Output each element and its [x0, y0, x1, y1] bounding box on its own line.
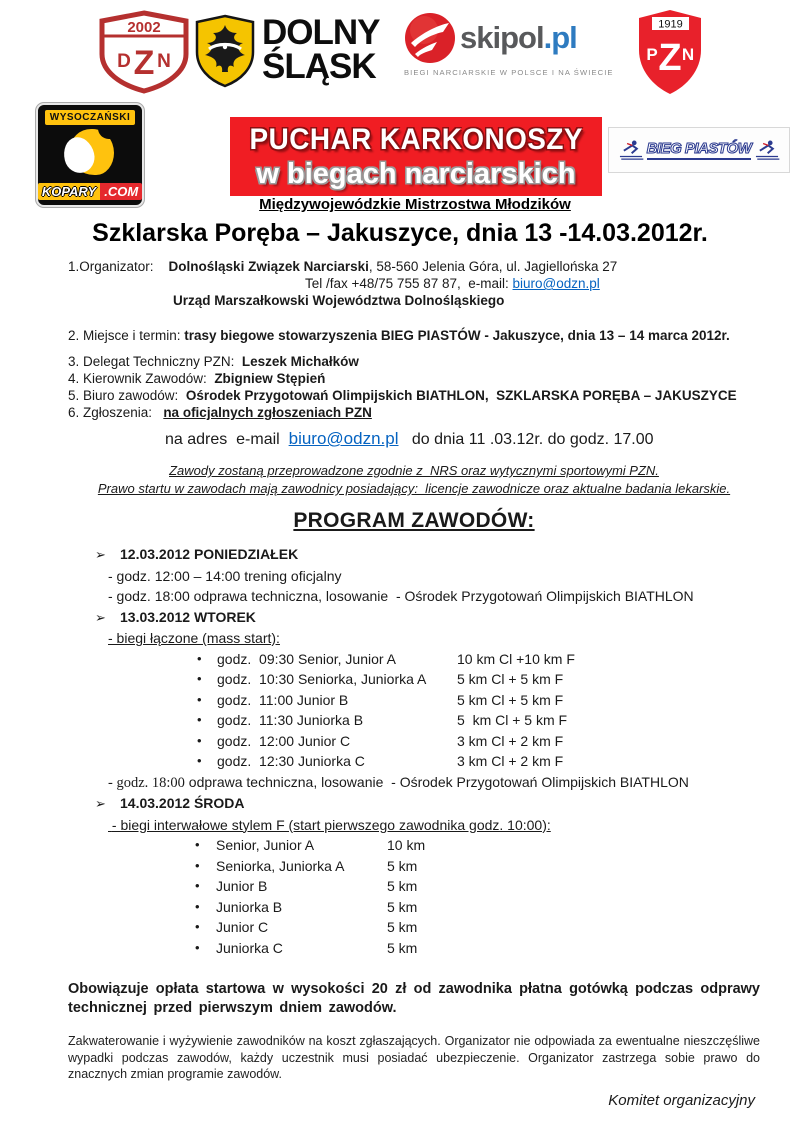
event-row — [68, 876, 760, 897]
skipol-logo — [404, 12, 614, 77]
manager-line — [68, 370, 760, 387]
kopary-top-label: WYSOCZAŃSKI — [45, 110, 136, 125]
event-distance: 5 km — [387, 878, 418, 894]
wednesday-subtitle: - biegi interwałowe stylem F (start pierwszego zawodnika godz. 10:00): — [108, 816, 551, 833]
tuesday-subtitle: - biegi łączone (mass start): — [108, 630, 280, 646]
rules-line-2: Prawo startu w zawodach mają zawodnicy posiadający: licencje zawodnicze oraz aktualne badania lekarskie. — [97, 481, 731, 496]
svg-text:Z: Z — [133, 44, 155, 82]
excavator-bucket-icon — [64, 129, 116, 179]
entries-value: na oficjalnych zgłoszeniach PZN — [163, 405, 372, 420]
dolny-slask-crest-icon — [194, 14, 256, 93]
place-label: 2. Miejsce i termin: — [68, 328, 185, 343]
svg-text:2002: 2002 — [127, 19, 161, 36]
office-value: Ośrodek Przygotowań Olimpijskich BIATHLON, SZKLARSKA PORĘBA – JAKUSZYCE — [185, 388, 737, 403]
event-label: Seniorka, Juniorka A — [216, 857, 345, 874]
banner-title: PUCHAR KARKONOSZY — [249, 122, 583, 156]
kopary-tld: .COM — [100, 183, 142, 200]
event-row — [68, 649, 760, 670]
skipol-name: skipol — [460, 20, 544, 55]
bullet-icon: • — [195, 898, 200, 914]
skipol-tagline: BIEGI NARCIARSKIE W POLSCE I NA ŚWIECIE — [404, 68, 614, 77]
monday-training-line: - godz. 12:00 – 14:00 trening oficjalny — [108, 567, 342, 584]
entries-email-link[interactable]: biuro@odzn.pl — [288, 429, 399, 448]
place-line — [68, 327, 760, 344]
pzn-shield-icon — [637, 8, 703, 96]
bullet-icon: • — [195, 939, 200, 955]
event-label: godz. 09:30 Senior, Junior A — [217, 650, 397, 667]
dzn-logo — [98, 10, 190, 99]
arrow-bullet-icon: ➢ — [95, 796, 106, 811]
organizer-name: Dolnośląski Związek Narciarski — [168, 259, 369, 274]
event-row — [68, 710, 760, 731]
dzn-shield-icon — [98, 10, 190, 94]
manager-label: 4. Kierownik Zawodów: — [68, 371, 215, 386]
email-prefix: na adres e-mail — [165, 431, 289, 448]
dolny-slask-line2: ŚLĄSK — [262, 46, 376, 86]
day-wednesday-label: 14.03.2012 ŚRODA — [120, 795, 245, 811]
event-label: Junior C — [216, 919, 269, 935]
event-distance: 5 km Cl + 5 km F — [457, 691, 564, 708]
event-distance: 3 km Cl + 2 km F — [457, 753, 564, 769]
bullet-icon: • — [197, 671, 202, 686]
skier-icon — [618, 137, 644, 163]
event-distance: 5 km — [387, 898, 418, 915]
svg-text:1919: 1919 — [658, 18, 683, 31]
event-label: Junior B — [216, 878, 268, 894]
event-label: godz. 12:00 Junior C — [217, 732, 351, 749]
rules-line-1: Zawody zostaną przeprowadzone zgodnie z NRS oraz wytycznymi sportowymi PZN. — [169, 463, 659, 478]
day-tuesday — [95, 607, 760, 629]
entries-label: 6. Zgłoszenia: — [68, 405, 164, 420]
event-row — [68, 731, 760, 752]
day-monday — [95, 544, 760, 566]
svg-text:D: D — [117, 51, 131, 72]
day-wednesday — [95, 793, 760, 815]
bullet-icon: • — [195, 878, 200, 893]
disclaimer-text: Zakwaterowanie i wyżywienie zawodników na koszt zgłaszających. Organizator nie odpowiada za ewentualne nieszczęśliwe wypadki podczas zawodów, każdy uczestnik musi posiadać ubezpieczenie. Organizator zastrzega sobie prawo do znacznych zmian programie zawodów. — [68, 1034, 760, 1081]
event-label: Senior, Junior A — [216, 837, 315, 853]
bullet-icon: • — [197, 650, 202, 666]
briefing-time: - godz. 18:00 — [108, 774, 185, 791]
tuesday-briefing-line — [108, 772, 760, 794]
event-label: godz. 12:30 Juniorka C — [217, 753, 365, 769]
organizer-label: 1.Organizator: — [68, 259, 169, 274]
event-distance: 5 km Cl + 5 km F — [457, 712, 568, 728]
event-distance: 5 km Cl + 5 km F — [457, 671, 564, 687]
organizer-email-link[interactable]: biuro@odzn.pl — [512, 276, 600, 291]
place-value: trasy biegowe stowarzyszenia BIEG PIASTÓW - Jakuszyce, dnia 13 – 14 marca 2012r. — [184, 328, 730, 343]
bullet-icon: • — [197, 712, 202, 727]
event-label: godz. 11:30 Juniorka B — [217, 712, 364, 728]
banner-subtitle: w biegach narciarskich — [256, 157, 576, 190]
event-label: godz. 10:30 Seniorka, Juniorka A — [217, 671, 427, 687]
event-row — [68, 669, 760, 690]
page-title: Szklarska Poręba – Jakuszyce, dnia 13 -14.03.2012r. — [92, 219, 708, 247]
kopary-logo — [36, 103, 144, 207]
monday-briefing-line: - godz. 18:00 odprawa techniczna, losowanie - Ośrodek Przygotowań Olimpijskich BIATHLON — [108, 588, 694, 604]
organizer-authority: Urząd Marszałkowski Województwa Dolnośląskiego — [173, 293, 505, 308]
event-distance: 10 km — [387, 837, 426, 853]
day-monday-label: 12.03.2012 PONIEDZIAŁEK — [120, 546, 299, 562]
delegate-label: 3. Delegat Techniczny PZN: — [68, 354, 242, 369]
championship-subtitle: Międzywojewódzkie Mistrzostwa Młodzików — [259, 196, 571, 213]
bullet-icon: • — [195, 837, 200, 852]
email-deadline-line — [165, 427, 760, 452]
rules-block — [68, 462, 760, 498]
pzn-logo — [637, 8, 703, 101]
delegate-line — [68, 353, 760, 370]
event-distance: 10 km Cl +10 km F — [457, 650, 575, 667]
signature: Komitet organizacyjny — [608, 1091, 755, 1109]
skipol-ball-icon — [404, 12, 456, 64]
skier-icon — [754, 137, 780, 163]
skipol-tld: .pl — [543, 20, 577, 55]
manager-value: Zbigniew Stępień — [214, 371, 326, 386]
event-distance: 5 km — [387, 919, 418, 935]
dolny-slask-wordmark — [262, 13, 380, 86]
event-row — [68, 856, 760, 877]
event-banner — [230, 117, 602, 196]
arrow-bullet-icon: ➢ — [95, 609, 106, 625]
contact-prefix: Tel /fax +48/75 755 87 87, e-mail: — [305, 276, 513, 291]
bieg-piastow-logo — [608, 127, 790, 173]
event-distance: 3 km Cl + 2 km F — [457, 732, 564, 749]
day-tuesday-label: 13.03.2012 WTOREK — [120, 608, 256, 625]
organizer-contact-line — [305, 275, 760, 292]
office-label: 5. Biuro zawodów: — [68, 388, 186, 403]
event-label: Juniorka B — [216, 898, 283, 915]
event-row — [68, 751, 760, 772]
event-label: godz. 11:00 Junior B — [217, 691, 349, 708]
bullet-icon: • — [195, 857, 200, 873]
event-row — [68, 897, 760, 918]
bullet-icon: • — [197, 753, 202, 768]
dolny-slask-line1: DOLNY — [262, 13, 380, 52]
svg-text:N: N — [681, 45, 695, 64]
arrow-bullet-icon: ➢ — [95, 547, 106, 562]
bullet-icon: • — [197, 732, 202, 748]
organizer-address: , 58-560 Jelenia Góra, ul. Jagiellońska 27 — [368, 259, 618, 274]
svg-text:Z: Z — [658, 37, 682, 79]
event-row — [68, 938, 760, 959]
svg-text:P: P — [646, 45, 658, 64]
office-line — [68, 387, 760, 404]
bieg-piastow-wordmark: BIEG PIASTÓW — [647, 140, 752, 160]
event-distance: 5 km — [387, 939, 418, 956]
bullet-icon: • — [197, 691, 202, 707]
fee-notice: Obowiązuje opłata startowa w wysokości 20 zł od zawodnika płatna gotówką podczas odprawy technicznej przed pierwszym dniem zawodów. — [68, 981, 760, 1016]
kopary-brand: KOPARY — [38, 183, 100, 200]
event-label: Juniorka C — [216, 939, 283, 956]
program-heading: PROGRAM ZAWODÓW: — [293, 509, 535, 532]
bullet-icon: • — [195, 919, 200, 934]
organizer-line — [68, 258, 760, 275]
event-row — [68, 917, 760, 938]
program-schedule — [68, 544, 760, 958]
briefing-rest: odprawa techniczna, losowanie - Ośrodek Przygotowań Olimpijskich BIATHLON — [184, 773, 689, 790]
event-distance: 5 km — [387, 857, 418, 874]
event-row — [68, 690, 760, 711]
delegate-value: Leszek Michałków — [241, 354, 359, 369]
entries-line — [68, 404, 760, 421]
email-suffix: do dnia 11 .03.12r. do godz. 17.00 — [398, 431, 654, 448]
svg-text:N: N — [157, 51, 171, 72]
document-body — [68, 258, 760, 1109]
event-row — [68, 835, 760, 856]
